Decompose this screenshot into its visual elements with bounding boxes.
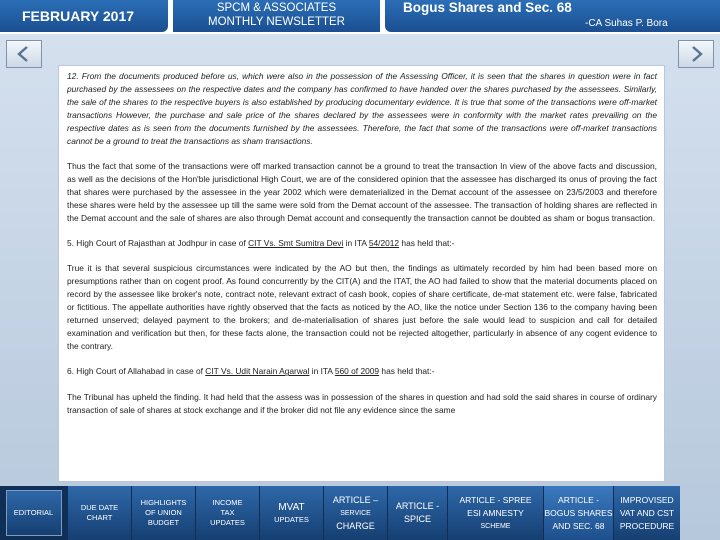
tab-due-date-chart-label-1: DUE DATE	[80, 503, 119, 512]
tab-vat-cst-label-3: PROCEDURE	[619, 520, 675, 531]
paragraph-conclusion: Thus the fact that some of the transactions were off marked transaction cannot be a ground to treat the transaction In view of the above facts and discussion, as well as the decisions of the Hon'ble jurisdictional High Court, we are of the considered opinion that the assessee has discharged its onus of proving the fact that shares were purchased by the assessee in the year 2002 which were dematerialized in the Demat account of the assessee on 23/5/2003 and therefore these shares were held by the assessee up till the same were sold from the Demat account of the assessee. The transaction of holding shares are reflected in the Demat account and the sale of shares are also through Demat account and consequently the transaction cannot be doubted as sham or bogus transaction.	[67, 160, 657, 223]
tab-mvat-label-1: MVAT	[278, 502, 305, 513]
case-name: CIT Vs. Smt Sumitra Devi	[248, 237, 344, 248]
tab-bogus-shares-label-2: BOGUS SHARES	[544, 507, 613, 518]
chevron-right-icon	[679, 41, 713, 67]
firm-name-line1: SPCM & ASSOCIATES	[216, 2, 337, 14]
issue-month: FEBRUARY 2017	[0, 0, 168, 32]
tab-income-tax-label-3: UPDATES	[210, 518, 245, 527]
case-ita-label: in ITA	[343, 237, 369, 248]
tab-esi-label-1: ARTICLE - SPREE	[459, 494, 532, 505]
tab-union-budget-label-3: BUDGET	[147, 518, 180, 527]
case-ita-number: 560 of 2009	[334, 366, 380, 377]
paragraph-rajasthan-ruling: True it is that several suspicious circumstances were indicated by the AO but then, the findings as ultimately recorded by him had been based more on presumptions rather than on cogent proof. As found concurrently by the CIT(A) and the ITAT, the AO had failed to show that the material documents placed on record by the assessee like broker's note, contract note, relevant extract of cash book, copies of share certificate, de-mat statement etc. were false, fabricated or fictitious. The appellate authorities have rightly observed that the facts as noticed by the AO, like the notice under Section 136 to the company having been returned unserved; delayed payment to the brokers; and de-materialisation of shares just before the sale would lead to suspicion and call for detailed examination and verification but then, for these facts alone, the transaction could not be rejected altogether, particularly in absence of any cogent evidence to the contrary.	[67, 263, 657, 351]
case-heading-allahabad	[67, 365, 657, 378]
case-heading-rajasthan	[67, 237, 657, 250]
case-ita-label: in ITA	[309, 366, 335, 377]
tab-spice[interactable]	[388, 486, 448, 540]
tab-service-charge[interactable]	[324, 486, 388, 540]
case-held: has held that:-	[379, 366, 435, 377]
tab-editorial[interactable]	[0, 486, 68, 540]
tab-esi-label-3: SCHEME	[480, 522, 511, 530]
tab-income-tax-updates[interactable]	[196, 486, 260, 540]
tab-vat-cst[interactable]	[614, 486, 680, 540]
tab-income-tax-label-1: INCOME	[212, 498, 243, 507]
tab-editorial-frame	[6, 490, 62, 536]
tab-service-charge-label-3: CHARGE	[336, 521, 375, 531]
tab-union-budget-label-1: HIGHLIGHTS	[140, 498, 187, 507]
tab-vat-cst-label-1: IMPROVISED	[620, 494, 674, 505]
tab-service-charge-label-2: SERVICE	[340, 510, 371, 517]
chevron-left-icon	[7, 41, 41, 67]
tab-mvat-updates[interactable]	[260, 486, 324, 540]
case-ita-number: 54/2012	[368, 237, 400, 248]
article-title: Bogus Shares and Sec. 68	[403, 0, 572, 15]
paragraph-12: 12. From the documents produced before us, which were also in the possession of the Assessing Officer, it is seen that the shares in question were in fact purchased by the assessees on the respective dates and the company has confirmed to have handed over the shares purchased by the assessees. Similarly, the sale of the shares to the respective buyers is also established by producing documentary evidence. It is true that some of the transactions were off-market transactions However, the purchase and sale price of the shares declared by the assessees were in conformity with the market rates prevailing on the respective dates as is seen from the documents furnished by the assessees. Therefore, the fact that some of the transactions were off-market transactions cannot be a ground to treat the transactions as sham transactions.	[67, 71, 657, 146]
tab-union-budget[interactable]	[132, 486, 196, 540]
tab-income-tax-label-2: TAX	[220, 508, 235, 517]
tab-esi-label-2: ESI AMNESTY	[467, 507, 524, 518]
tab-service-charge-label-1: ARTICLE –	[332, 495, 379, 505]
tab-mvat-label-2: UPDATES	[274, 515, 309, 524]
tab-bogus-shares-label-3: AND SEC. 68	[552, 520, 605, 531]
case-name: CIT Vs. Udit Narain Agarwal	[205, 366, 310, 377]
firm-name-line2: MONTHLY NEWSLETTER	[208, 16, 345, 28]
article-body	[58, 65, 665, 482]
tab-vat-cst-label-2: VAT AND CST	[619, 507, 675, 518]
tab-bogus-shares[interactable]	[544, 486, 614, 540]
firm-name	[173, 0, 380, 32]
case-intro: 5. High Court of Rajasthan at Jodhpur in case of	[67, 237, 249, 248]
tab-union-budget-label-2: OF UNION	[145, 508, 182, 517]
case-intro: 6. High Court of Allahabad in case of	[67, 366, 206, 377]
tab-bogus-shares-label-1: ARTICLE -	[558, 494, 599, 505]
tab-spice-label-1: ARTICLE -	[395, 501, 440, 511]
next-page-button[interactable]	[678, 40, 714, 68]
article-author: -CA Suhas P. Bora	[585, 18, 668, 29]
tab-esi-amnesty[interactable]	[448, 486, 544, 540]
tab-due-date-chart-label-2: CHART	[86, 513, 113, 522]
tab-due-date-chart[interactable]	[68, 486, 132, 540]
article-header	[385, 0, 720, 32]
section-navigation	[0, 486, 720, 540]
header-bar	[0, 0, 720, 34]
paragraph-allahabad-ruling: The Tribunal has upheld the finding. It had held that the assess was in possession of the shares in question and had sold the said shares in course of ordinary transaction of sale of shares at stock exchange and if the broker did not file any evidence since the same	[67, 391, 657, 415]
tab-spice-label-2: SPICE	[403, 514, 431, 524]
case-held: has held that:-	[399, 237, 455, 248]
previous-page-button[interactable]	[6, 40, 42, 68]
tab-editorial-label: EDITORIAL	[13, 508, 54, 517]
